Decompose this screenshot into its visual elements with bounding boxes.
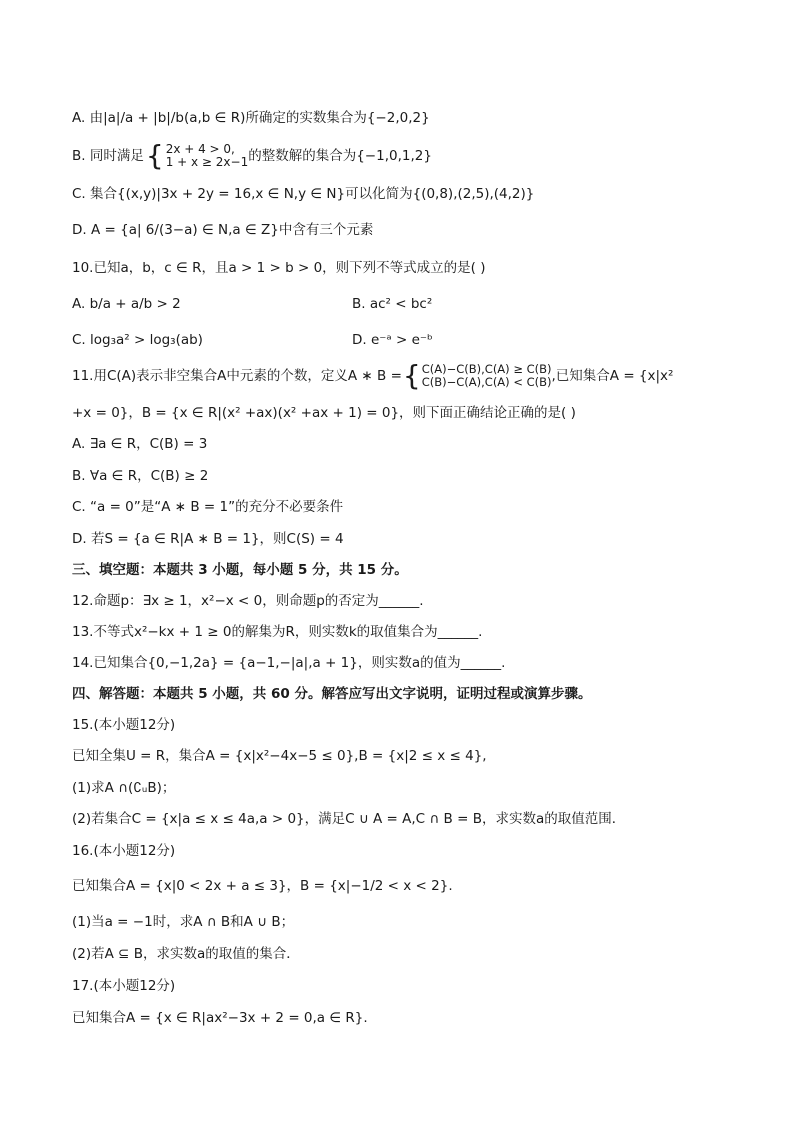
q11-option-d [72,529,344,549]
q16-stem [72,876,453,896]
q15-stem [72,746,487,766]
q13-text: 13.不等式x²−kx + 1 ≥ 0的解集为R，则实数k的取值集合为______. [72,624,483,640]
q9-b-system-line2: 1 + x ≥ 2x−1 [165,155,249,169]
q16-stem-text: 已知集合A = {x|0 < 2x + a ≤ 3}，B = {x|−1/2 < x < 2}. [72,878,453,894]
q10-a-text: A. b/a + a/b > 2 [72,296,181,312]
q11-definition-line2: C(B)−C(A),C(A) < C(B) [421,375,552,389]
q9-c-text: C. 集合{(x,y)|3x + 2y = 16,x ∈ N,y ∈ N}可以化简为{(0,8),(2,5),(4,2)} [72,186,535,202]
q11-option-b [72,466,208,486]
q17-stem [72,1008,368,1028]
q15-p2-text: (2)若集合C = {x|a ≤ x ≤ 4a,a > 0}，满足C ∪ A = A,C ∩ B = B，求实数a的取值范围． [72,811,626,827]
brace-symbol: { [402,359,421,392]
q11-stem-suffix: ,已知集合A = {x|x² [551,368,674,384]
q11-a-text: A. ∃a ∈ R，C(B) = 3 [72,436,208,452]
section4-text: 四、解答题：本题共 5 小题，共 60 分。解答应写出文字说明，证明过程或演算步骤。 [72,686,592,702]
q9-b-suffix: 的整数解的集合为{−1,0,1,2} [248,148,432,164]
q14 [72,653,505,673]
q9-d-text: D. A = {a| 6/(3−a) ∈ N,a ∈ Z}中含有三个元素 [72,222,374,238]
q12 [72,591,424,611]
q12-text: 12.命题p：∃x ≥ 1，x²−x < 0，则命题p的否定为______. [72,593,424,609]
q11-definition [422,363,552,389]
q17-stem-text: 已知集合A = {x ∈ R|ax²−3x + 2 = 0,a ∈ R}. [72,1010,368,1026]
q9-b-system [166,143,249,169]
q15-part1 [72,778,175,798]
q9-b-system-line1: 2x + 4 > 0, [165,142,235,156]
q16-header [72,841,175,861]
q11-d-text: D. 若S = {a ∈ R|A ∗ B = 1}，则C(S) = 4 [72,531,344,547]
section-heading-solutions [72,684,591,704]
q17-header [72,976,175,996]
q10-stem [72,258,485,278]
q11-option-c [72,497,343,517]
q10-option-c [72,330,203,350]
q11-option-a [72,434,207,454]
q15-stem-text: 已知全集U = R，集合A = {x|x²−4x−5 ≤ 0},B = {x|2 ≤ x ≤ 4}, [72,748,487,764]
q14-text: 14.已知集合{0,−1,2a} = {a−1,−|a|,a + 1}，则实数a的值为______. [72,655,506,671]
q17-head-text: 17.(本小题12分) [72,978,176,994]
q15-head-text: 15.(本小题12分) [72,717,176,733]
q11-stem [72,359,674,392]
q16-part2 [72,944,300,964]
q9-option-a [72,108,430,128]
q11-stem-line2-text: +x = 0}，B = {x ∈ R|(x² +ax)(x² +ax + 1) = 0}，则下面正确结论正确的是( ) [72,405,576,421]
q9-b-prefix: B. 同时满足 [72,148,144,164]
section3-text: 三、填空题：本题共 3 小题，每小题 5 分，共 15 分。 [72,562,408,578]
q11-definition-line1: C(A)−C(B),C(A) ≥ C(B) [421,362,552,376]
q11-c-text: C. “a = 0”是“A ∗ B = 1”的充分不必要条件 [72,499,344,515]
q10-c-text: C. log₃a² > log₃(ab) [72,332,203,348]
q9-option-b [72,139,432,172]
q9-option-d [72,220,373,240]
q16-p2-text: (2)若A ⊆ B，求实数a的取值的集合． [72,946,300,962]
q10-b-text: B. ac² < bc² [352,296,433,312]
q15-p1-text: (1)求A ∩(∁ᵤB)； [72,780,176,796]
brace-symbol: { [145,139,164,172]
q9-option-c [72,184,534,204]
q16-p1-text: (1)当a = −1时，求A ∩ B和A ∪ B； [72,914,295,930]
q13 [72,622,482,642]
q15-part2 [72,809,625,829]
q15-header [72,715,175,735]
q16-part1 [72,912,294,932]
q10-option-d [352,330,433,350]
q10-d-text: D. e⁻ᵃ > e⁻ᵇ [352,332,433,348]
q10-option-b [352,294,432,314]
q10-option-a [72,294,181,314]
section-heading-fill-in [72,560,408,580]
q11-b-text: B. ∀a ∈ R，C(B) ≥ 2 [72,468,209,484]
q9-a-text: A. 由|a|/a + |b|/b(a,b ∈ R)所确定的实数集合为{−2,0,2} [72,110,430,126]
q16-head-text: 16.(本小题12分) [72,843,176,859]
q10-stem-text: 10.已知a，b，c ∈ R，且a > 1 > b > 0，则下列不等式成立的是( ) [72,260,486,276]
q11-stem-prefix: 11.用C(A)表示非空集合A中元素的个数，定义A ∗ B = [72,368,402,384]
q11-stem-line2 [72,403,576,423]
